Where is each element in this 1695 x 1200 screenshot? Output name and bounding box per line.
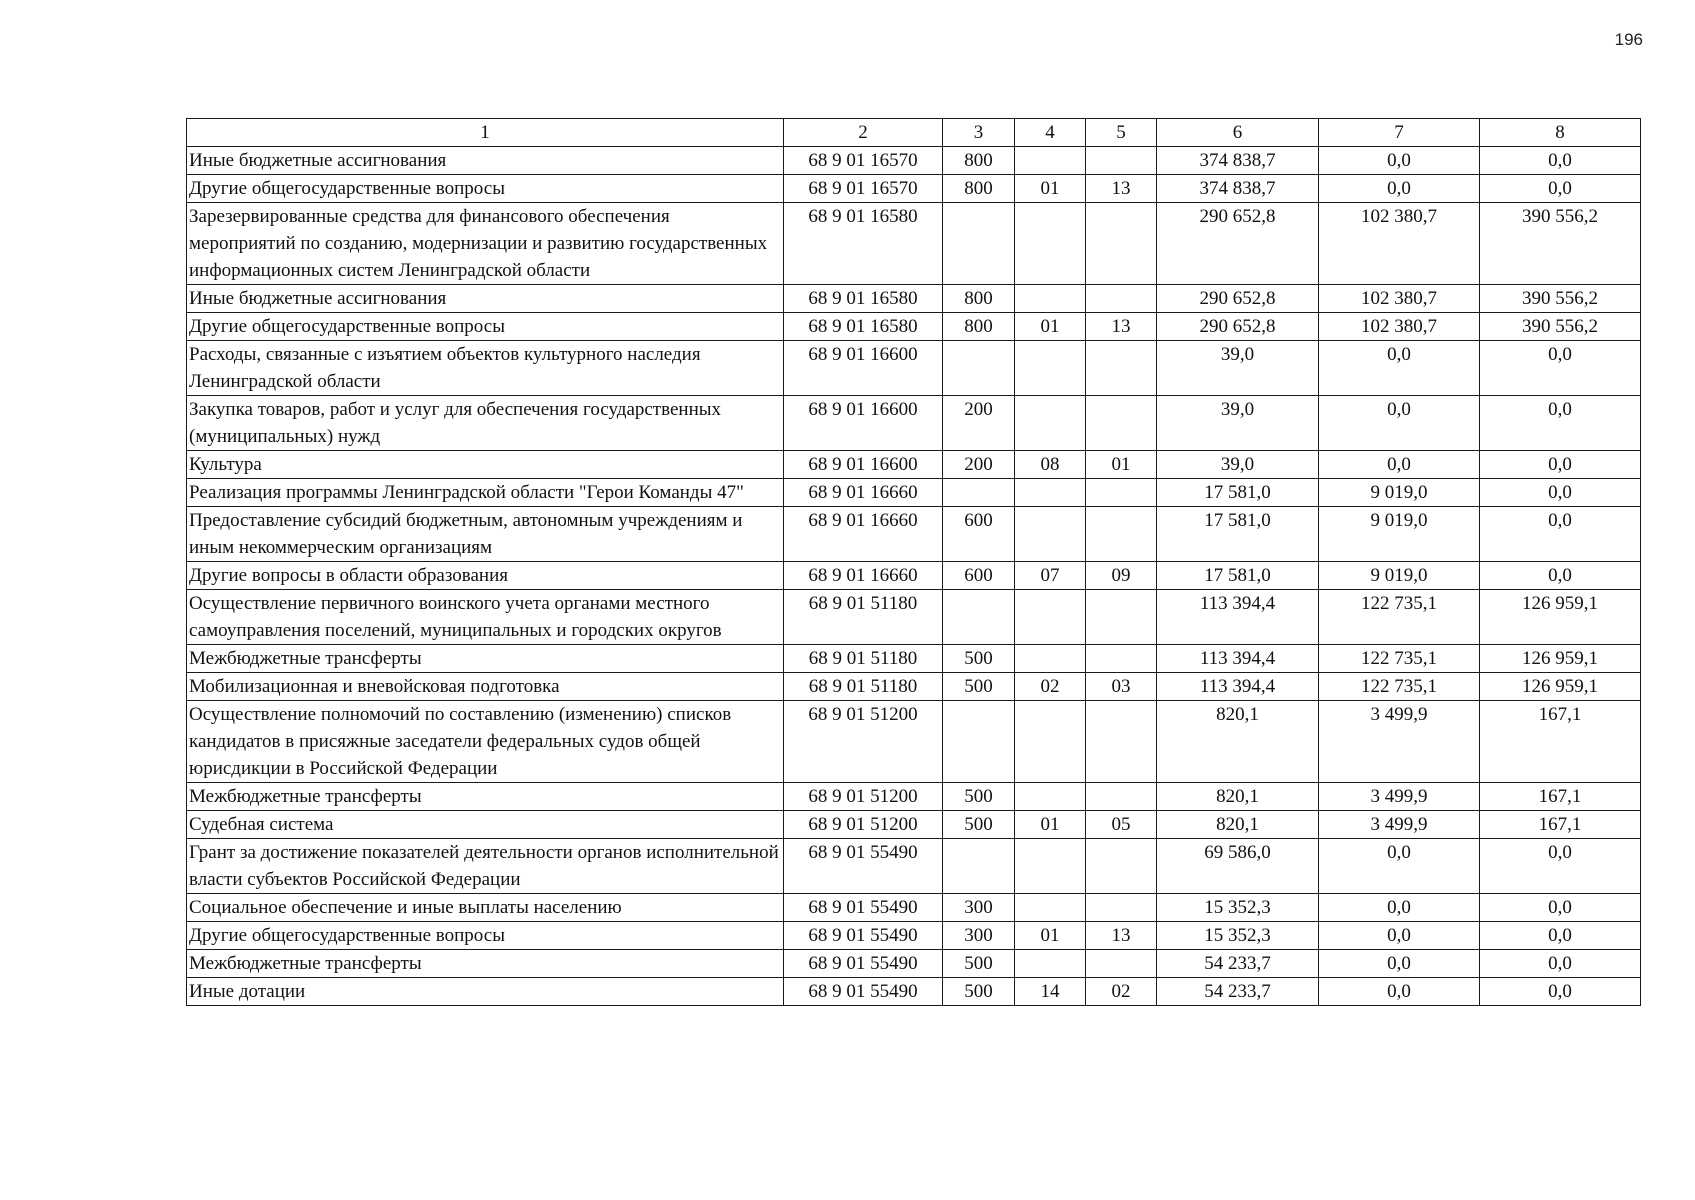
section-cell: 01	[1015, 922, 1086, 950]
expense-type-cell	[943, 701, 1015, 783]
target-code-cell: 68 9 01 16580	[784, 285, 943, 313]
amount-col7-cell: 0,0	[1319, 341, 1480, 396]
amount-col6-cell: 39,0	[1157, 341, 1319, 396]
amount-col8-cell: 0,0	[1480, 147, 1641, 175]
amount-col7-cell: 0,0	[1319, 451, 1480, 479]
amount-col6-cell: 15 352,3	[1157, 922, 1319, 950]
target-code-cell: 68 9 01 16570	[784, 147, 943, 175]
target-code-cell: 68 9 01 55490	[784, 978, 943, 1006]
column-header: 6	[1157, 119, 1319, 147]
expense-type-cell	[943, 203, 1015, 285]
subsection-cell: 13	[1086, 175, 1157, 203]
amount-col8-cell: 0,0	[1480, 922, 1641, 950]
target-code-cell: 68 9 01 51200	[784, 811, 943, 839]
target-code-cell: 68 9 01 55490	[784, 922, 943, 950]
table-row	[187, 590, 1641, 645]
column-header: 2	[784, 119, 943, 147]
amount-col6-cell: 113 394,4	[1157, 590, 1319, 645]
section-cell: 07	[1015, 562, 1086, 590]
item-name-cell: Зарезервированные средства для финансового обеспечения мероприятий по созданию, модернизации и развитию государственных информационных систем Ленинградской области	[187, 203, 784, 285]
table-row	[187, 285, 1641, 313]
amount-col6-cell: 17 581,0	[1157, 507, 1319, 562]
amount-col8-cell: 0,0	[1480, 839, 1641, 894]
amount-col6-cell: 54 233,7	[1157, 978, 1319, 1006]
subsection-cell	[1086, 590, 1157, 645]
amount-col8-cell: 390 556,2	[1480, 313, 1641, 341]
table-row	[187, 313, 1641, 341]
amount-col7-cell: 0,0	[1319, 950, 1480, 978]
section-cell: 01	[1015, 313, 1086, 341]
item-name-cell: Другие вопросы в области образования	[187, 562, 784, 590]
expense-type-cell: 800	[943, 147, 1015, 175]
expense-type-cell: 600	[943, 562, 1015, 590]
amount-col8-cell: 126 959,1	[1480, 590, 1641, 645]
expense-type-cell: 500	[943, 950, 1015, 978]
section-cell	[1015, 203, 1086, 285]
amount-col8-cell: 167,1	[1480, 701, 1641, 783]
subsection-cell: 09	[1086, 562, 1157, 590]
amount-col7-cell: 0,0	[1319, 922, 1480, 950]
amount-col6-cell: 15 352,3	[1157, 894, 1319, 922]
item-name-cell: Предоставление субсидий бюджетным, автономным учреждениям и иным некоммерческим организациям	[187, 507, 784, 562]
amount-col8-cell: 0,0	[1480, 175, 1641, 203]
table-row	[187, 894, 1641, 922]
amount-col6-cell: 820,1	[1157, 783, 1319, 811]
expense-type-cell: 500	[943, 783, 1015, 811]
item-name-cell: Социальное обеспечение и иные выплаты населению	[187, 894, 784, 922]
section-cell	[1015, 839, 1086, 894]
table-row	[187, 341, 1641, 396]
section-cell: 08	[1015, 451, 1086, 479]
section-cell	[1015, 285, 1086, 313]
amount-col8-cell: 390 556,2	[1480, 285, 1641, 313]
amount-col6-cell: 290 652,8	[1157, 313, 1319, 341]
amount-col7-cell: 0,0	[1319, 396, 1480, 451]
amount-col7-cell: 0,0	[1319, 147, 1480, 175]
expense-type-cell	[943, 479, 1015, 507]
section-cell: 14	[1015, 978, 1086, 1006]
item-name-cell: Иные бюджетные ассигнования	[187, 147, 784, 175]
subsection-cell: 13	[1086, 922, 1157, 950]
table-row	[187, 978, 1641, 1006]
amount-col6-cell: 39,0	[1157, 451, 1319, 479]
subsection-cell	[1086, 203, 1157, 285]
subsection-cell: 02	[1086, 978, 1157, 1006]
section-cell	[1015, 507, 1086, 562]
item-name-cell: Грант за достижение показателей деятельности органов исполнительной власти субъектов Российской Федерации	[187, 839, 784, 894]
item-name-cell: Межбюджетные трансферты	[187, 645, 784, 673]
table-row	[187, 839, 1641, 894]
target-code-cell: 68 9 01 16660	[784, 562, 943, 590]
expense-type-cell: 600	[943, 507, 1015, 562]
amount-col8-cell: 126 959,1	[1480, 645, 1641, 673]
amount-col8-cell: 0,0	[1480, 507, 1641, 562]
column-header: 5	[1086, 119, 1157, 147]
item-name-cell: Межбюджетные трансферты	[187, 950, 784, 978]
target-code-cell: 68 9 01 55490	[784, 894, 943, 922]
table-row	[187, 451, 1641, 479]
subsection-cell: 03	[1086, 673, 1157, 701]
amount-col7-cell: 102 380,7	[1319, 203, 1480, 285]
subsection-cell: 13	[1086, 313, 1157, 341]
target-code-cell: 68 9 01 55490	[784, 839, 943, 894]
target-code-cell: 68 9 01 55490	[784, 950, 943, 978]
amount-col7-cell: 3 499,9	[1319, 783, 1480, 811]
item-name-cell: Реализация программы Ленинградской области "Герои Команды 47"	[187, 479, 784, 507]
amount-col8-cell: 390 556,2	[1480, 203, 1641, 285]
item-name-cell: Другие общегосударственные вопросы	[187, 313, 784, 341]
amount-col8-cell: 0,0	[1480, 950, 1641, 978]
amount-col6-cell: 17 581,0	[1157, 562, 1319, 590]
subsection-cell	[1086, 479, 1157, 507]
expense-type-cell: 200	[943, 396, 1015, 451]
amount-col7-cell: 0,0	[1319, 978, 1480, 1006]
amount-col8-cell: 0,0	[1480, 978, 1641, 1006]
table-row	[187, 147, 1641, 175]
page-number: 196	[1614, 30, 1643, 49]
amount-col7-cell: 0,0	[1319, 175, 1480, 203]
expense-type-cell: 800	[943, 175, 1015, 203]
table-row	[187, 922, 1641, 950]
target-code-cell: 68 9 01 51200	[784, 701, 943, 783]
section-cell	[1015, 590, 1086, 645]
column-header: 7	[1319, 119, 1480, 147]
item-name-cell: Иные бюджетные ассигнования	[187, 285, 784, 313]
amount-col7-cell: 9 019,0	[1319, 562, 1480, 590]
table-row	[187, 673, 1641, 701]
amount-col7-cell: 9 019,0	[1319, 507, 1480, 562]
target-code-cell: 68 9 01 16660	[784, 507, 943, 562]
target-code-cell: 68 9 01 16600	[784, 341, 943, 396]
target-code-cell: 68 9 01 51180	[784, 645, 943, 673]
expense-type-cell: 200	[943, 451, 1015, 479]
budget-table	[186, 118, 1641, 1006]
section-cell	[1015, 341, 1086, 396]
expense-type-cell: 500	[943, 811, 1015, 839]
amount-col7-cell: 0,0	[1319, 894, 1480, 922]
amount-col8-cell: 0,0	[1480, 396, 1641, 451]
subsection-cell	[1086, 507, 1157, 562]
expense-type-cell	[943, 341, 1015, 396]
amount-col6-cell: 17 581,0	[1157, 479, 1319, 507]
item-name-cell: Культура	[187, 451, 784, 479]
expense-type-cell: 800	[943, 313, 1015, 341]
amount-col8-cell: 0,0	[1480, 341, 1641, 396]
table-header-row	[187, 119, 1641, 147]
subsection-cell	[1086, 839, 1157, 894]
amount-col7-cell: 102 380,7	[1319, 313, 1480, 341]
column-header: 4	[1015, 119, 1086, 147]
subsection-cell: 01	[1086, 451, 1157, 479]
column-header: 8	[1480, 119, 1641, 147]
amount-col7-cell: 3 499,9	[1319, 701, 1480, 783]
section-cell	[1015, 783, 1086, 811]
table-row	[187, 479, 1641, 507]
amount-col6-cell: 113 394,4	[1157, 673, 1319, 701]
amount-col7-cell: 102 380,7	[1319, 285, 1480, 313]
table-row	[187, 701, 1641, 783]
table-row	[187, 950, 1641, 978]
subsection-cell	[1086, 701, 1157, 783]
amount-col6-cell: 374 838,7	[1157, 175, 1319, 203]
target-code-cell: 68 9 01 16580	[784, 313, 943, 341]
item-name-cell: Другие общегосударственные вопросы	[187, 175, 784, 203]
amount-col6-cell: 374 838,7	[1157, 147, 1319, 175]
section-cell	[1015, 147, 1086, 175]
item-name-cell: Межбюджетные трансферты	[187, 783, 784, 811]
item-name-cell: Осуществление первичного воинского учета органами местного самоуправления поселений, муниципальных и городских округов	[187, 590, 784, 645]
subsection-cell	[1086, 396, 1157, 451]
amount-col6-cell: 39,0	[1157, 396, 1319, 451]
subsection-cell	[1086, 341, 1157, 396]
amount-col8-cell: 0,0	[1480, 479, 1641, 507]
target-code-cell: 68 9 01 16600	[784, 396, 943, 451]
section-cell	[1015, 479, 1086, 507]
expense-type-cell: 500	[943, 978, 1015, 1006]
amount-col6-cell: 820,1	[1157, 701, 1319, 783]
target-code-cell: 68 9 01 51200	[784, 783, 943, 811]
amount-col8-cell: 126 959,1	[1480, 673, 1641, 701]
item-name-cell: Расходы, связанные с изъятием объектов культурного наследия Ленинградской области	[187, 341, 784, 396]
subsection-cell	[1086, 950, 1157, 978]
expense-type-cell	[943, 839, 1015, 894]
amount-col6-cell: 820,1	[1157, 811, 1319, 839]
amount-col7-cell: 0,0	[1319, 839, 1480, 894]
subsection-cell: 05	[1086, 811, 1157, 839]
amount-col8-cell: 167,1	[1480, 783, 1641, 811]
item-name-cell: Другие общегосударственные вопросы	[187, 922, 784, 950]
column-header: 3	[943, 119, 1015, 147]
target-code-cell: 68 9 01 51180	[784, 590, 943, 645]
table-row	[187, 507, 1641, 562]
target-code-cell: 68 9 01 16580	[784, 203, 943, 285]
expense-type-cell: 800	[943, 285, 1015, 313]
amount-col6-cell: 54 233,7	[1157, 950, 1319, 978]
section-cell	[1015, 701, 1086, 783]
expense-type-cell: 300	[943, 922, 1015, 950]
amount-col7-cell: 3 499,9	[1319, 811, 1480, 839]
amount-col8-cell: 0,0	[1480, 562, 1641, 590]
table-row	[187, 203, 1641, 285]
subsection-cell	[1086, 645, 1157, 673]
amount-col7-cell: 122 735,1	[1319, 673, 1480, 701]
subsection-cell	[1086, 147, 1157, 175]
amount-col7-cell: 122 735,1	[1319, 645, 1480, 673]
amount-col6-cell: 290 652,8	[1157, 203, 1319, 285]
table-body	[187, 147, 1641, 1006]
target-code-cell: 68 9 01 16570	[784, 175, 943, 203]
column-header: 1	[187, 119, 784, 147]
expense-type-cell	[943, 590, 1015, 645]
item-name-cell: Закупка товаров, работ и услуг для обеспечения государственных (муниципальных) нужд	[187, 396, 784, 451]
table-row	[187, 175, 1641, 203]
expense-type-cell: 300	[943, 894, 1015, 922]
section-cell	[1015, 645, 1086, 673]
section-cell	[1015, 894, 1086, 922]
subsection-cell	[1086, 285, 1157, 313]
item-name-cell: Судебная система	[187, 811, 784, 839]
amount-col8-cell: 167,1	[1480, 811, 1641, 839]
item-name-cell: Мобилизационная и вневойсковая подготовка	[187, 673, 784, 701]
table-row	[187, 811, 1641, 839]
amount-col6-cell: 113 394,4	[1157, 645, 1319, 673]
amount-col8-cell: 0,0	[1480, 894, 1641, 922]
subsection-cell	[1086, 783, 1157, 811]
target-code-cell: 68 9 01 51180	[784, 673, 943, 701]
section-cell: 02	[1015, 673, 1086, 701]
section-cell	[1015, 396, 1086, 451]
section-cell: 01	[1015, 175, 1086, 203]
expense-type-cell: 500	[943, 645, 1015, 673]
amount-col6-cell: 69 586,0	[1157, 839, 1319, 894]
item-name-cell: Осуществление полномочий по составлению (изменению) списков кандидатов в присяжные заседатели федеральных судов общей юрисдикции в Российской Федерации	[187, 701, 784, 783]
expense-type-cell: 500	[943, 673, 1015, 701]
table-row	[187, 645, 1641, 673]
amount-col8-cell: 0,0	[1480, 451, 1641, 479]
amount-col7-cell: 122 735,1	[1319, 590, 1480, 645]
table-row	[187, 562, 1641, 590]
item-name-cell: Иные дотации	[187, 978, 784, 1006]
table-row	[187, 783, 1641, 811]
target-code-cell: 68 9 01 16660	[784, 479, 943, 507]
section-cell: 01	[1015, 811, 1086, 839]
section-cell	[1015, 950, 1086, 978]
amount-col7-cell: 9 019,0	[1319, 479, 1480, 507]
target-code-cell: 68 9 01 16600	[784, 451, 943, 479]
subsection-cell	[1086, 894, 1157, 922]
amount-col6-cell: 290 652,8	[1157, 285, 1319, 313]
table-row	[187, 396, 1641, 451]
